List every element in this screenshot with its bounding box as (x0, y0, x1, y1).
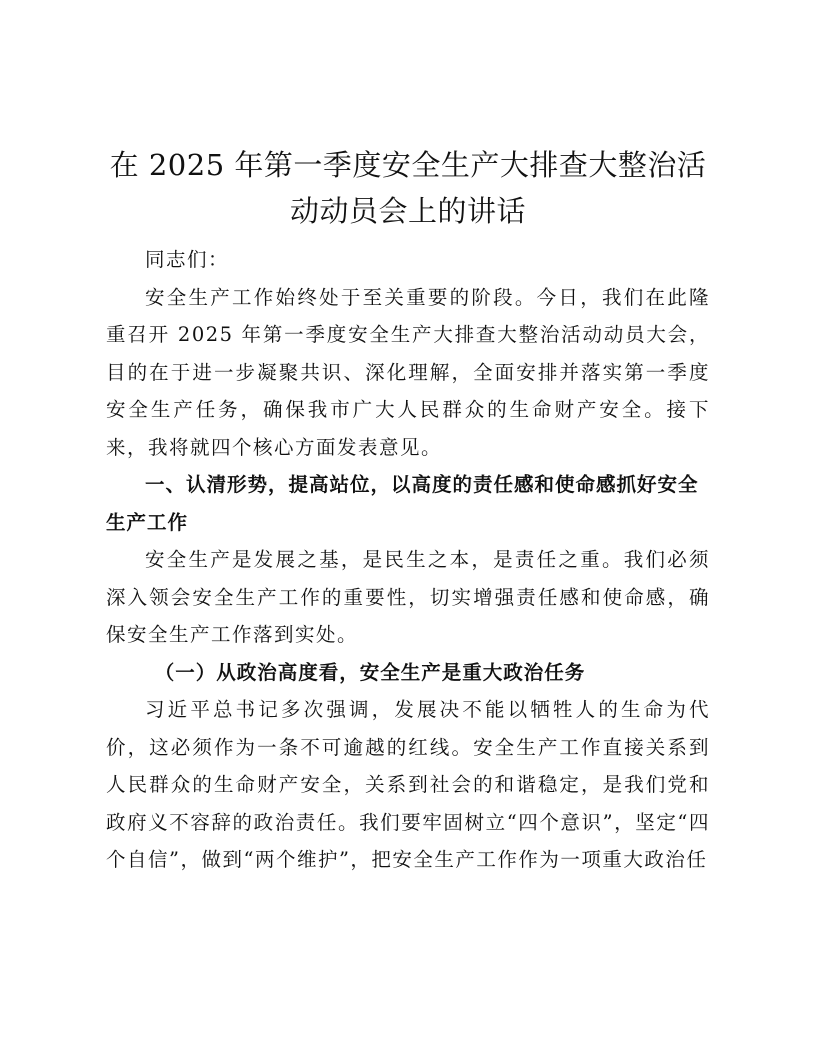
document-title (100, 142, 716, 234)
subsection-1-heading: （一）从政治高度看，安全生产是重大政治任务 (154, 660, 586, 684)
title-line-2: 动动员会上的讲话 (289, 194, 526, 228)
title-line-1: 在 2025 年第一季度安全生产大排查大整治活 (109, 148, 707, 182)
section-1-heading: 一、认清形势，提高站位，以高度的责任感和使命感抓好安全生产工作 (106, 473, 699, 534)
salutation: 同志们： (145, 248, 230, 271)
subsection-1-paragraph: 习近平总书记多次强调，发展决不能以牺牲人的生命为代价，这必须作为一条不可逾越的红线。安全生产工作直接关系到人民群众的生命财产安全，关系到社会的和谐稳定，是我们党和政府义不容辞的政治责任。我们要牢固树立“四个意识”，坚定“四个自信”，做到“两个维护”，把安全生产工作作为一项重大政治任 (106, 698, 710, 871)
intro-paragraph: 安全生产工作始终处于至关重要的阶段。今日，我们在此隆重召开 2025 年第一季度安全生产大排查大整治活动动员大会，目的在于进一步凝聚共识、深化理解，全面安排并落实第一季度安全生产任务，确保我市广大人民群众的生命财产安全。接下来，我将就四个核心方面发表意见。 (106, 285, 710, 459)
section-1-paragraph: 安全生产是发展之基，是民生之本，是责任之重。我们必须深入领会安全生产工作的重要性，切实增强责任感和使命感，确保安全生产工作落到实处。 (106, 548, 710, 646)
document-body (106, 241, 710, 879)
